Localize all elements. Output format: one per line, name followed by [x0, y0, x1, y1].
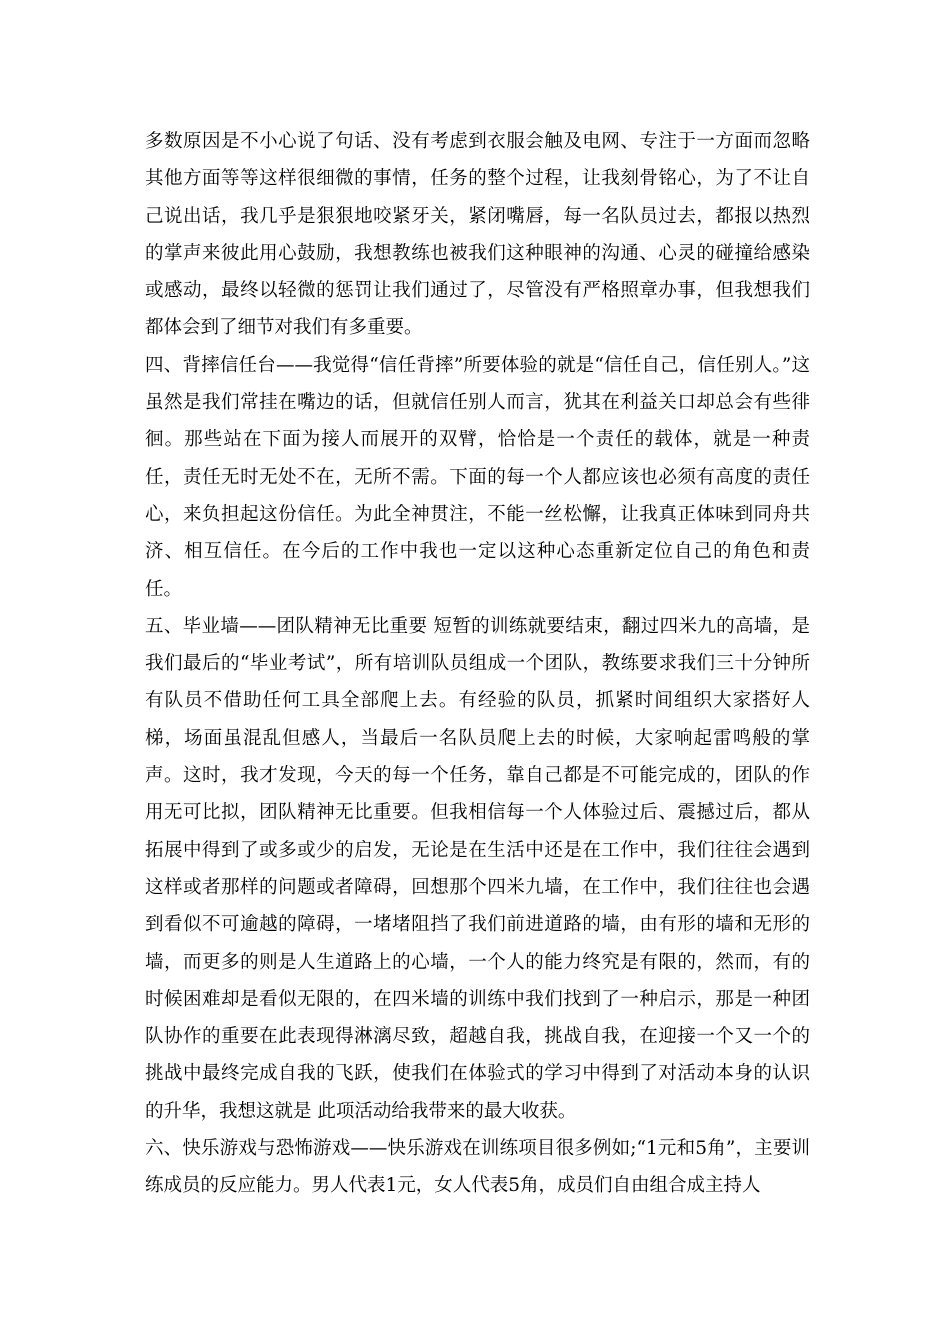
- paragraph-trust-fall: 四、背摔信任台——我觉得“信任背摔”所要体验的就是“信任自己，信任别人。”这虽然是我们常挂在嘴边的话，但就信任别人而言，犹其在利益关口却总会有些徘徊。那些站在下面为接人而展开的双臂，恰恰是一个责任的载体，就是一种责任，责任无时无处不在，无所不需。下面的每一个人都应该也必须有高度的责任心，来负担起这份信任。为此全神贯注，不能一丝松懈，让我真正体味到同舟共济、相互信任。在今后的工作中我也一定以这种心态重新定位自己的角色和责任。: [145, 354, 810, 600]
- paragraph-detail-importance: 多数原因是不小心说了句话、没有考虑到衣服会触及电网、专注于一方面而忽略其他方面等等这样很细微的事情，任务的整个过程，让我刻骨铭心，为了不让自己说出话，我几乎是狠狠地咬紧牙关，紧闭嘴唇，每一名队员过去，都报以热烈的掌声来彼此用心鼓励，我想教练也被我们这种眼神的沟通、心灵的碰撞给感染或感动，最终以轻微的惩罚让我们通过了，尽管没有严格照章办事，但我想我们都体会到了细节对我们有多重要。: [145, 131, 810, 339]
- body-text: [145, 123, 810, 1205]
- paragraph-graduation-wall: 五、毕业墙——团队精神无比重要 短暂的训练就要结束，翻过四米九的高墙，是我们最后的“毕业考试”，所有培训队员组成一个团队，教练要求我们三十分钟所有队员不借助任何工具全部爬上去。有经验的队员，抓紧时间组织大家搭好人梯，场面虽混乱但感人，当最后一名队员爬上去的时候，大家响起雷鸣般的掌声。这时，我才发现，今天的每一个任务，靠自己都是不可能完成的，团队的作用无可比拟，团队精神无比重要。但我相信每一个人体验过后、震撼过后，都从拓展中得到了或多或少的启发，无论是在生活中还是在工作中，我们往往会遇到这样或者那样的问题或者障碍，回想那个四米九墙，在工作中，我们往往也会遇到看似不可逾越的障碍，一堵堵阻挡了我们前进道路的墙，由有形的墙和无形的墙，而更多的则是人生道路上的心墙，一个人的能力终究是有限的，然而，有的时候困难却是看似无限的，在四米墙的训练中我们找到了一种启示，那是一种团队协作的重要在此表现得淋漓尽致，超越自我，挑战自我，在迎接一个又一个的挑战中最终完成自我的飞跃，使我们在体验式的学习中得到了对活动本身的认识的升华，我想这就是 此项活动给我带来的最大收获。: [145, 615, 810, 1122]
- paragraph-games: 六、快乐游戏与恐怖游戏——快乐游戏在训练项目很多例如;“1元和5角”，主要训练成员的反应能力。男人代表1元，女人代表5角，成员们自由组合成主持人: [145, 1138, 810, 1197]
